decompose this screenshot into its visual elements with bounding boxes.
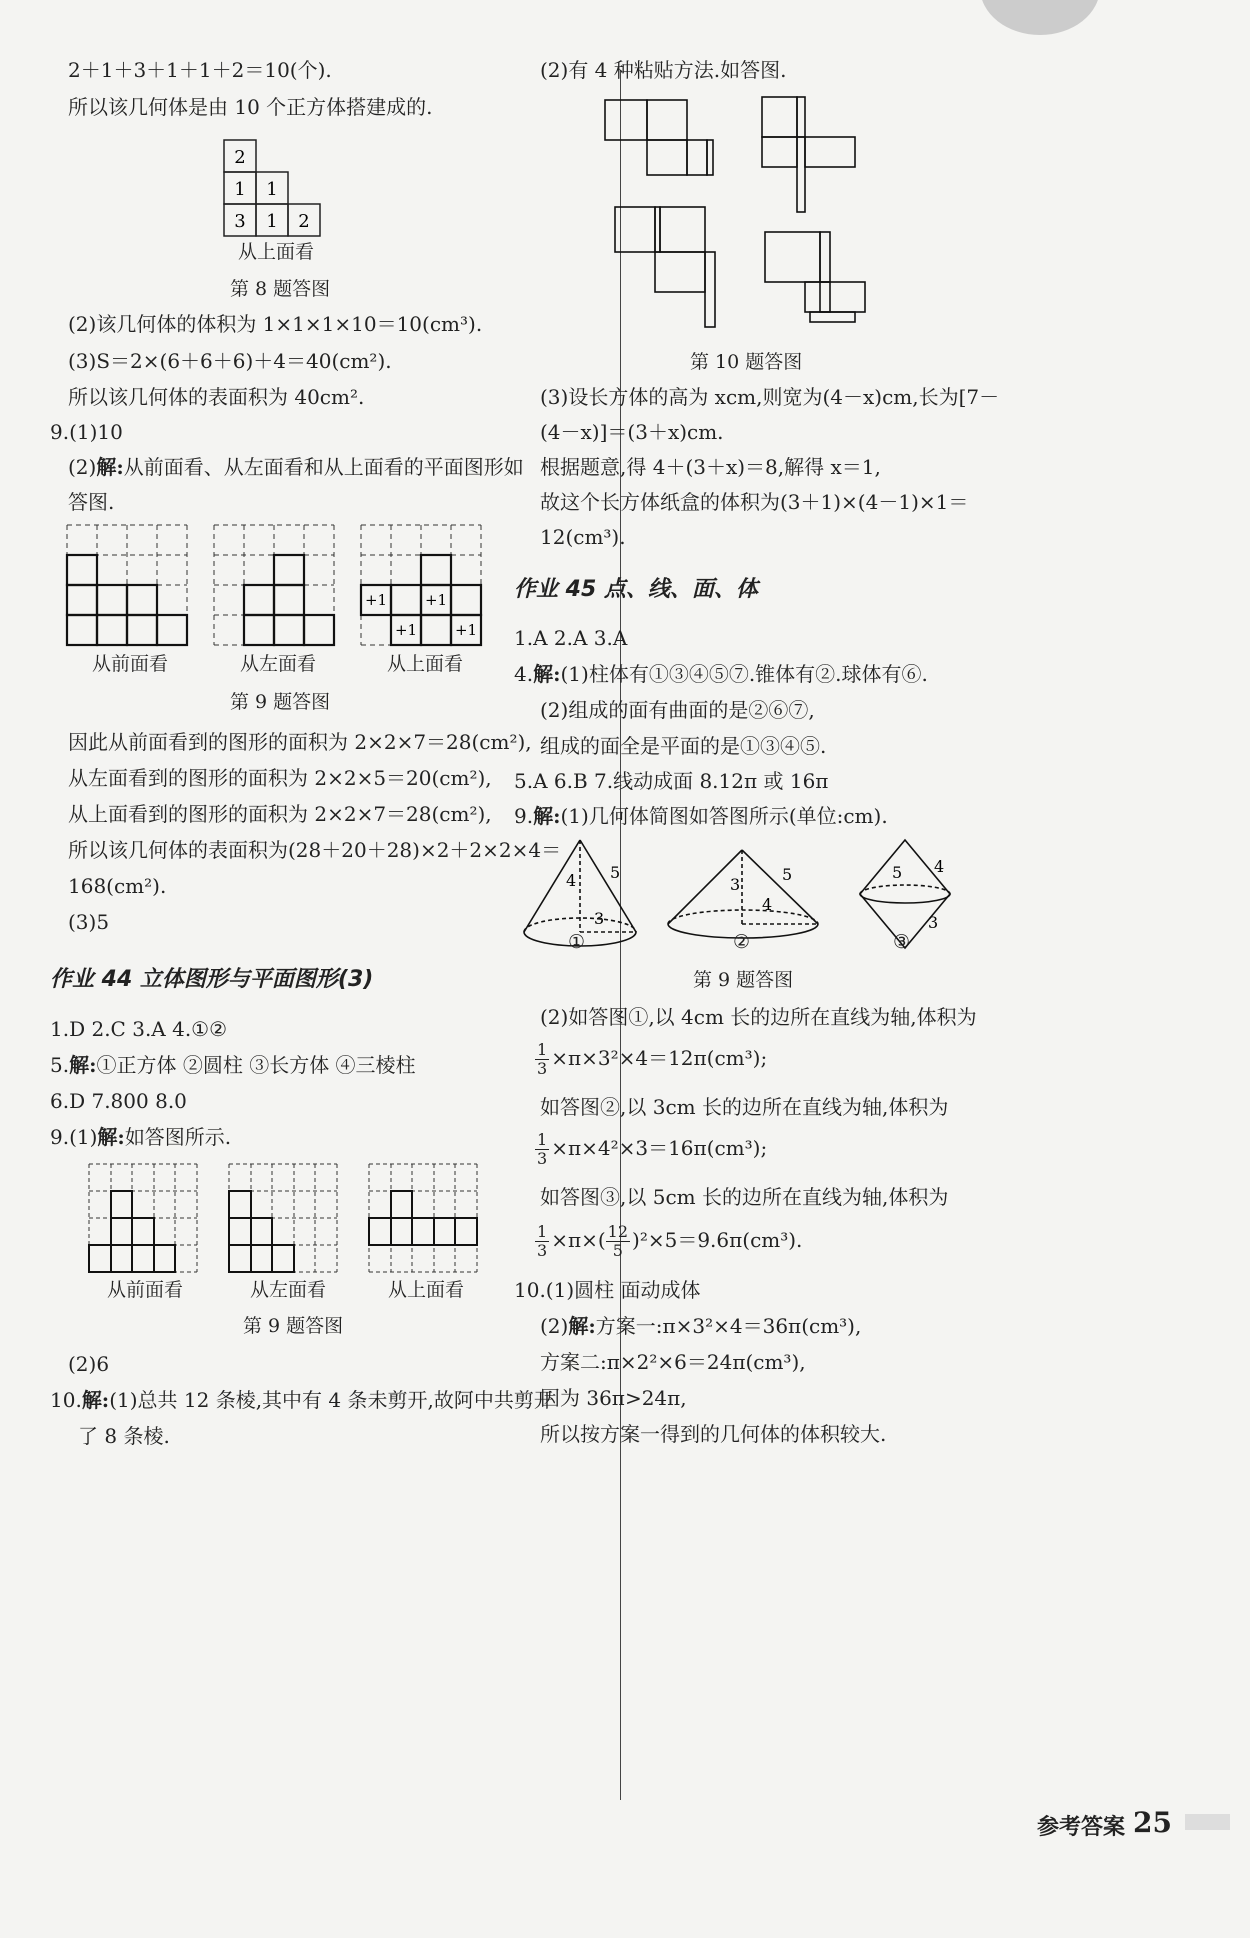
grid-number: 1: [266, 179, 278, 200]
text-line: 因为 36π>24π,: [540, 1386, 687, 1410]
text-line: 4.解:(1)柱体有①③④⑤⑦.锥体有②.球体有⑥.: [514, 662, 928, 686]
text-line: 答图.: [68, 490, 115, 514]
text-line: 所以该几何体是由 10 个正方体搭建成的.: [68, 95, 433, 119]
figure-10-nets: [600, 92, 880, 337]
grid-number: 1: [266, 211, 278, 232]
text-line: (2)解:方案一:π×3²×4＝36π(cm³),: [540, 1314, 862, 1338]
text-line: (3)设长方体的高为 xcm,则宽为(4－x)cm,长为[7－: [540, 385, 1000, 409]
dimension-label: 5: [782, 865, 793, 884]
text-line: $\frac{1}{3}$ ×π×4²×3＝16π(cm³);: [537, 1130, 768, 1168]
text-line: 所以按方案一得到的几何体的体积较大.: [540, 1422, 887, 1446]
dimension-label: 3: [928, 913, 939, 932]
text-line: 9.(1)10: [50, 420, 123, 444]
corner-smudge: [980, 0, 1100, 35]
grid-number: 3: [234, 211, 246, 232]
text-line: 5.A 6.B 7.线动成面 8.12π 或 16π: [514, 769, 829, 793]
view-label: 从左面看: [250, 1279, 327, 1301]
figure-9-views: [60, 520, 510, 650]
dimension-label: 5: [892, 863, 903, 882]
dimension-label: 4: [566, 871, 577, 890]
footer-bar: [1185, 1814, 1230, 1830]
fraction: $\frac{1}{3}$: [537, 1222, 548, 1260]
plus-label: +1: [424, 591, 448, 609]
page-number: 25: [1133, 1806, 1172, 1839]
figure-caption: 第 9 题答图: [243, 1315, 344, 1337]
text-line: 2＋1＋3＋1＋1＋2＝10(个).: [68, 58, 332, 82]
solid-number: ①: [568, 931, 586, 953]
grid-number: 2: [298, 211, 310, 232]
plus-label: +1: [394, 621, 418, 639]
text-line: 6.D 7.800 8.0: [50, 1089, 187, 1113]
text-line: 1.A 2.A 3.A: [514, 626, 628, 650]
view-label: 从左面看: [240, 653, 317, 675]
grid-number: 2: [234, 147, 246, 168]
text-line: 168(cm²).: [68, 874, 167, 898]
text-line: 了 8 条棱.: [78, 1424, 170, 1448]
text-line: $\frac{1}{3}$ ×π×3²×4＝12π(cm³);: [537, 1040, 768, 1078]
text-line: 如答图②,以 3cm 长的边所在直线为轴,体积为: [540, 1095, 949, 1119]
view-label: 从上面看: [388, 1279, 465, 1301]
section-heading: 作业 45 点、线、面、体: [514, 577, 758, 602]
text-line: 9.(1)解:如答图所示.: [50, 1125, 232, 1149]
section-heading: 作业 44 立体图形与平面图形(3): [50, 967, 374, 992]
dimension-label: 4: [934, 857, 945, 876]
plus-label: +1: [364, 591, 388, 609]
text-line: (3)S＝2×(6＋6＋6)＋4＝40(cm²).: [68, 349, 392, 373]
figure-caption: 第 10 题答图: [690, 351, 803, 373]
text-line: (2)6: [68, 1352, 110, 1376]
text-line: (3)5: [68, 910, 110, 934]
figure-caption: 第 8 题答图: [230, 278, 331, 300]
text-line: 9.解:(1)几何体简图如答图所示(单位:cm).: [514, 804, 888, 828]
text-line: (2)组成的面有曲面的是②⑥⑦,: [540, 698, 815, 722]
text-line: 因此从前面看到的图形的面积为 2×2×7＝28(cm²),: [68, 730, 532, 754]
figure-caption: 第 9 题答图: [230, 691, 331, 713]
text-line: 1.D 2.C 3.A 4.①②: [50, 1017, 228, 1041]
text-line: 根据题意,得 4＋(3＋x)＝8,解得 x＝1,: [540, 455, 881, 479]
text-line: 所以该几何体的表面积为 40cm².: [68, 385, 365, 409]
text-line: 组成的面全是平面的是①③④⑤.: [540, 734, 827, 758]
view-label: 从上面看: [238, 241, 315, 263]
view-label: 从前面看: [107, 1279, 184, 1301]
text-line: 12(cm³).: [540, 525, 626, 549]
fraction: $\frac{12}{5}$: [607, 1222, 629, 1260]
solid-number: ②: [733, 931, 751, 953]
text-line: 5.解:①正方体 ②圆柱 ③长方体 ④三棱柱: [50, 1053, 416, 1077]
text-line: (4－x)]＝(3＋x)cm.: [540, 420, 724, 444]
solid-number: ③: [893, 931, 911, 953]
dimension-label: 3: [730, 875, 741, 894]
plus-label: +1: [454, 621, 478, 639]
text-line: 从上面看到的图形的面积为 2×2×7＝28(cm²),: [68, 802, 492, 826]
text-line: (2)如答图①,以 4cm 长的边所在直线为轴,体积为: [540, 1005, 977, 1029]
view-label: 从上面看: [387, 653, 464, 675]
text-line: 10.解:(1)总共 12 条棱,其中有 4 条未剪开,故阿中共剪开: [50, 1388, 554, 1412]
view-label: 从前面看: [92, 653, 169, 675]
footer-label: 参考答案: [1036, 1815, 1125, 1840]
text-line: (2)解:从前面看、从左面看和从上面看的平面图形如: [68, 455, 524, 479]
fraction: $\frac{1}{3}$: [537, 1130, 548, 1168]
text-line: 从左面看到的图形的面积为 2×2×5＝20(cm²),: [68, 766, 492, 790]
dimension-label: 3: [594, 909, 605, 928]
text-line: (2)该几何体的体积为 1×1×1×10＝10(cm³).: [68, 312, 483, 336]
text-line: (2)有 4 种粘贴方法.如答图.: [540, 58, 787, 82]
fraction: $\frac{1}{3}$: [537, 1040, 548, 1078]
text-line: $\frac{1}{3}$ ×π×( $\frac{12}{5}$ )²×5＝9.6π(cm³).: [537, 1222, 803, 1260]
figure-9-views-hw44: [85, 1160, 535, 1276]
text-line: 10.(1)圆柱 面动成体: [514, 1278, 701, 1302]
figure-8-top-view: [222, 138, 324, 238]
text-line: 如答图③,以 5cm 长的边所在直线为轴,体积为: [540, 1185, 949, 1209]
dimension-label: 5: [610, 863, 621, 882]
text-line: 故这个长方体纸盒的体积为(3＋1)×(4－1)×1＝: [540, 490, 969, 514]
dimension-label: 4: [762, 895, 773, 914]
text-line: 所以该几何体的表面积为(28＋20＋28)×2＋2×2×4＝: [68, 838, 562, 862]
grid-number: 1: [234, 179, 246, 200]
figure-caption: 第 9 题答图: [693, 969, 794, 991]
text-line: 方案二:π×2²×6＝24π(cm³),: [540, 1350, 806, 1374]
